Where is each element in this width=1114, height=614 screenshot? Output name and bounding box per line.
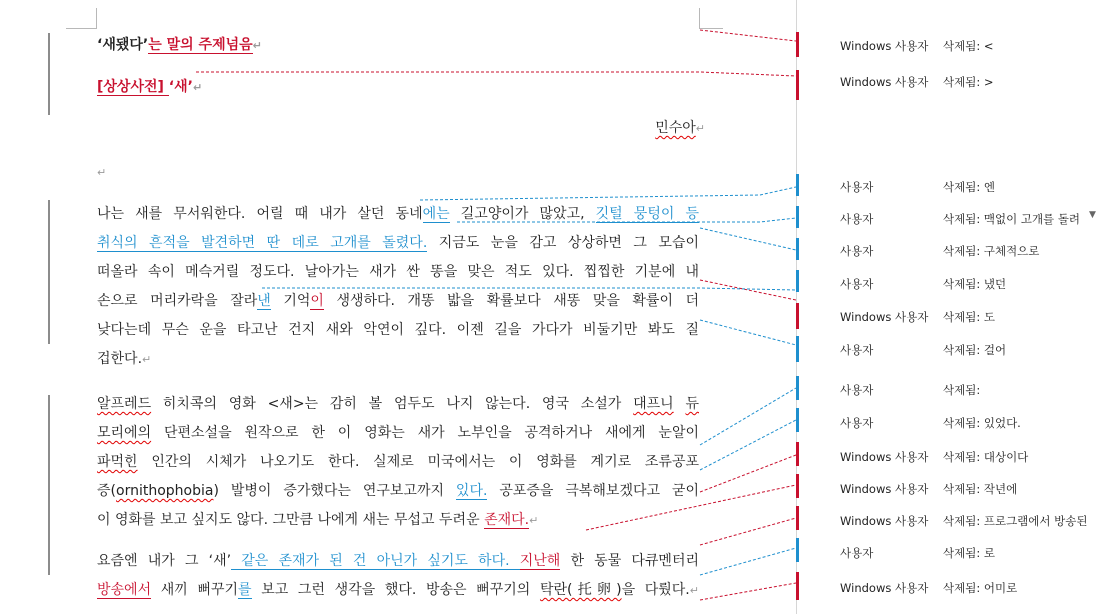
text-run: 기억 <box>270 293 311 309</box>
expand-caret-icon[interactable]: ▼ <box>1089 210 1096 220</box>
paragraph-mark: ↵ <box>689 584 699 597</box>
comment-author: Windows 사용자 <box>840 581 929 595</box>
text-run: 탁란(托卵) <box>539 582 622 598</box>
comment-author: 사용자 <box>840 277 874 291</box>
connector-line <box>700 228 796 250</box>
text-run: 낮다는데 무슨 운을 타고난 건지 새와 악연이 깊다. 이젠 길을 가다가 비둘기만 봐도 질 <box>97 322 699 338</box>
comment-author: Windows 사용자 <box>840 75 929 89</box>
text-run: 듀 <box>685 396 699 412</box>
connector-line <box>457 218 796 222</box>
connector-line <box>262 288 796 290</box>
revision-bar <box>796 303 799 329</box>
inserted-text: 취식의 흔적을 발견하면 딴 데로 고개를 돌렸다. <box>97 235 428 251</box>
text-run: 히치콕의 영화 <새>는 감히 볼 엄두도 나지 않는다. 영국 소설가 <box>151 396 634 412</box>
comment-text: 삭제됨: 맥없이 고개를 돌려 <box>943 212 1081 226</box>
revision-bar <box>796 238 799 260</box>
connector-line <box>700 388 796 445</box>
text-run: 길고양이가 많았고, <box>449 206 596 222</box>
comment-author: Windows 사용자 <box>840 514 929 528</box>
comment-text: 삭제됨: 있었다. <box>943 416 1021 430</box>
connector-line <box>700 280 796 300</box>
comment-balloon[interactable] <box>797 274 1114 294</box>
comment-author: 사용자 <box>840 546 874 560</box>
connector-line <box>700 518 796 545</box>
connector-line <box>700 583 796 600</box>
connector-line <box>700 548 796 575</box>
revision-bar <box>796 474 799 498</box>
text-run: 대프니 <box>633 396 674 412</box>
revision-bar <box>796 270 799 292</box>
text-run: 파먹힌 <box>97 454 138 470</box>
comment-text: 삭제됨: 구체적으로 <box>943 244 1040 258</box>
comment-author: Windows 사용자 <box>840 450 929 464</box>
comment-balloon[interactable] <box>797 578 1114 598</box>
connector-line <box>420 187 796 200</box>
text-run: 손으로 머리카락을 잘라 <box>97 293 258 309</box>
inserted-text: 낸 <box>257 293 271 309</box>
subtitle-section: [상상사전] <box>97 79 169 95</box>
revision-bar <box>796 442 799 466</box>
paragraph-mark: ↵ <box>695 122 705 135</box>
comment-balloon[interactable] <box>797 177 1114 197</box>
markup-pane[interactable] <box>796 0 1114 614</box>
text-run: 한 동물 다큐멘터리 <box>560 553 700 569</box>
paragraph-mark: ↵ <box>192 81 203 94</box>
inserted-text: 지난해 <box>519 553 561 569</box>
title-inserted: 는 말의 주제넘음 <box>148 37 253 53</box>
text-run: 지금도 눈을 감고 상상하면 그 모습이 <box>427 235 700 251</box>
comment-balloon[interactable] <box>797 543 1114 563</box>
author-name: 민수아 <box>655 120 696 136</box>
comment-text: 삭제됨: 작년에 <box>943 482 1018 496</box>
comment-text: 삭제됨: < <box>943 39 994 53</box>
comment-author: 사용자 <box>840 180 874 194</box>
connector-line <box>700 455 796 492</box>
inserted-text: 이 <box>310 293 324 309</box>
comment-author: 사용자 <box>840 343 874 357</box>
inserted-text: 존재다. <box>484 512 530 528</box>
comment-text: 삭제됨: 냈던 <box>943 277 1007 291</box>
text-run: 단편소설을 원작으로 한 이 영화는 새가 노부인을 공격하거나 새에게 눈알이 <box>151 425 699 441</box>
comment-author: 사용자 <box>840 244 874 258</box>
comment-text: 삭제됨: 어미로 <box>943 581 1018 595</box>
revision-bar <box>796 376 799 400</box>
text-run: 이 영화를 보고 싶지도 않다. 그만큼 나에게 새는 무섭고 두려운 <box>97 512 485 528</box>
text-run: 을 다뤘다. <box>621 582 690 598</box>
text-run: 알프레드 <box>97 396 152 412</box>
comment-text: 삭제됨: 도 <box>943 310 995 324</box>
comment-balloon[interactable] <box>797 72 1114 92</box>
comment-balloon[interactable] <box>797 380 1114 400</box>
text-run: 나는 새를 무서워한다. 어릴 때 내가 살던 동네 <box>97 206 423 222</box>
comment-balloon[interactable] <box>797 447 1114 467</box>
inserted-text: 를 <box>238 582 252 598</box>
text-run: 떠올라 속이 메슥거릴 정도다. 날아가는 새가 싼 똥을 맞은 적도 있다. 찝찝한 기분에 내 <box>97 264 699 280</box>
paragraph-mark: ↵ <box>252 39 262 52</box>
comment-balloon[interactable] <box>797 479 1114 499</box>
comment-author: 사용자 <box>840 212 874 226</box>
text-run: 요즘엔 내가 그 ‘새’ <box>97 553 232 569</box>
paragraph-mark: ↵ <box>142 353 152 366</box>
comment-balloon[interactable] <box>797 340 1114 360</box>
comment-text: 삭제됨: 엔 <box>943 180 995 194</box>
comment-balloon[interactable] <box>797 209 1114 229</box>
inserted-text: 방송에서 <box>97 582 152 598</box>
paragraph-mark: ↵ <box>97 166 107 179</box>
comment-author: 사용자 <box>840 416 874 430</box>
text-run: ) 발병이 증가했다는 연구보고까지 <box>213 483 456 499</box>
text-run: 모리에의 <box>97 425 152 441</box>
inserted-text: 같은 존재가 된 건 아닌가 싶기도 하다. <box>231 553 520 569</box>
inserted-text: 에는 <box>422 206 450 222</box>
connector-line <box>196 72 796 76</box>
revision-bar <box>796 572 799 600</box>
comment-text: 삭제됨: <box>943 383 981 397</box>
connector-line <box>700 30 796 41</box>
inserted-text: 있다. <box>455 483 488 499</box>
comment-text: 삭제됨: 대상이다 <box>943 450 1029 464</box>
comment-text: 삭제됨: > <box>943 75 994 89</box>
text-run: 생생하다. 개똥 밟을 확률보다 새똥 맞을 확률이 더 <box>323 293 700 309</box>
comment-balloon[interactable] <box>797 241 1114 261</box>
subtitle-word: ‘새’ <box>168 79 193 95</box>
text-run: 공포증을 극복해보겠다고 굳이 <box>487 483 699 499</box>
revision-bar <box>796 174 799 196</box>
comment-text: 삭제됨: 걸어 <box>943 343 1007 357</box>
comment-author: Windows 사용자 <box>840 482 929 496</box>
comment-text: 삭제됨: 로 <box>943 546 995 560</box>
comment-author: Windows 사용자 <box>840 39 929 53</box>
text-run: 인간의 시체가 나오기도 한다. 실제로 미국에서는 이 영화를 계기로 조류공포 <box>137 454 699 470</box>
connector-line <box>700 420 796 470</box>
comment-author: 사용자 <box>840 383 874 397</box>
revision-bar <box>796 32 799 57</box>
revision-bar <box>796 70 799 100</box>
text-run: 증( <box>97 483 116 499</box>
comment-balloon[interactable] <box>797 511 1114 531</box>
paragraph-mark: ↵ <box>529 514 539 527</box>
revision-bar <box>796 506 799 530</box>
comment-author: Windows 사용자 <box>840 310 929 324</box>
title-quoted: ‘새됐다’ <box>97 37 149 53</box>
text-run: 겁한다. <box>97 351 143 367</box>
text-run: 보고 그런 생각을 했다. 방송은 뻐꾸기의 <box>251 582 540 598</box>
inserted-text: 깃털 뭉텅이 등 <box>595 206 699 222</box>
comment-balloon[interactable] <box>797 307 1114 327</box>
connector-line <box>700 320 796 345</box>
revision-bar <box>796 408 799 432</box>
comment-text: 삭제됨: 프로그램에서 방송된 <box>943 514 1088 528</box>
revision-bar <box>796 538 799 562</box>
text-run: 새끼 뻐꾸기 <box>151 582 239 598</box>
revision-bar <box>796 206 799 228</box>
connector-line <box>586 485 796 530</box>
comment-balloon[interactable] <box>797 36 1114 56</box>
revision-bar <box>796 336 799 362</box>
comment-balloon[interactable] <box>797 413 1114 433</box>
text-run: ornithophobia <box>116 483 214 499</box>
